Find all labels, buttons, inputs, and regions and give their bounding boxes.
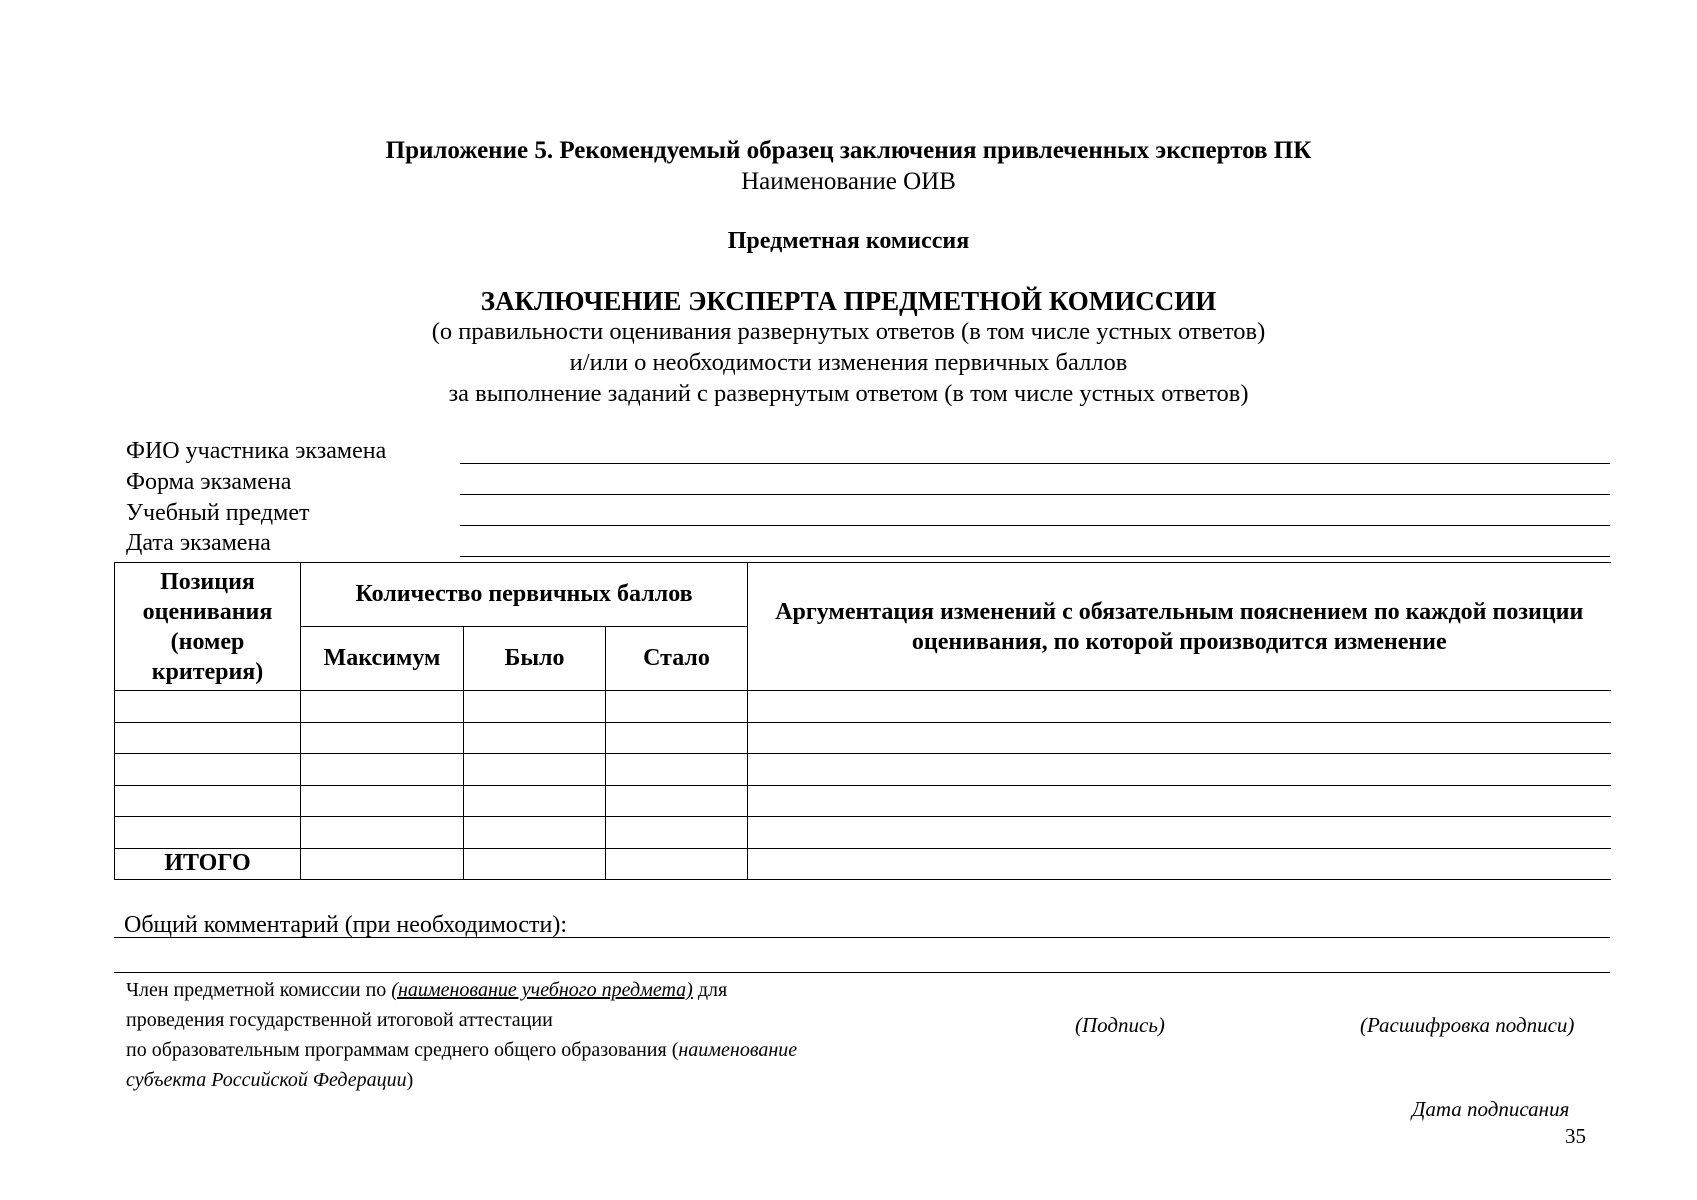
commission-title: Предметная комиссия <box>727 228 970 254</box>
field-line-subject[interactable] <box>460 525 1610 526</box>
comment-line-2[interactable] <box>114 972 1610 973</box>
cell-argument[interactable] <box>748 691 1611 723</box>
cell-was[interactable] <box>464 817 606 849</box>
table-row <box>115 691 1611 723</box>
field-label-exam-form: Форма экзамена <box>126 469 292 495</box>
field-line-exam-date[interactable] <box>460 556 1610 557</box>
sign-date-label: Дата подписания <box>1412 1097 1570 1121</box>
subtitle-line-3: за выполнение заданий с развернутым ответом (в том числе устных ответов) <box>448 380 1249 407</box>
cell-max[interactable] <box>301 691 464 723</box>
total-argument[interactable] <box>748 848 1611 880</box>
table-row <box>115 817 1611 849</box>
table-row <box>115 754 1611 786</box>
comment-line-1[interactable] <box>114 937 1610 938</box>
field-line-exam-form[interactable] <box>460 494 1610 495</box>
region-placeholder-b: субъекта Российской Федерации <box>126 1069 407 1091</box>
cell-was[interactable] <box>464 754 606 786</box>
document-title: ЗАКЛЮЧЕНИЕ ЭКСПЕРТА ПРЕДМЕТНОЙ КОМИССИИ <box>480 286 1217 316</box>
col-header-max: Максимум <box>301 627 464 691</box>
cell-argument[interactable] <box>748 722 1611 754</box>
total-max[interactable] <box>301 848 464 880</box>
table-total-row <box>115 848 1611 880</box>
cell-became[interactable] <box>606 722 748 754</box>
cell-argument[interactable] <box>748 785 1611 817</box>
subject-placeholder: (наименование учебного предмета) <box>391 979 693 1001</box>
cell-max[interactable] <box>301 817 464 849</box>
member-line-3: по образовательным программам среднего общего образования ( <box>126 1039 679 1061</box>
table-row <box>115 722 1611 754</box>
member-prefix: Член предметной комиссии по <box>126 979 392 1001</box>
cell-position[interactable] <box>115 691 301 723</box>
subtitle-line-1: (о правильности оценивания развернутых ответов (в том числе устных ответов) <box>431 318 1266 345</box>
field-label-participant-name: ФИО участника экзамена <box>126 438 387 464</box>
total-became[interactable] <box>606 848 748 880</box>
page-number: 35 <box>1565 1124 1586 1148</box>
cell-position[interactable] <box>115 817 301 849</box>
cell-max[interactable] <box>301 754 464 786</box>
cell-was[interactable] <box>464 722 606 754</box>
col-header-was: Было <box>464 627 606 691</box>
region-placeholder-a: наименование <box>678 1039 798 1061</box>
cell-became[interactable] <box>606 785 748 817</box>
cell-argument[interactable] <box>748 754 1611 786</box>
member-line-2: проведения государственной итоговой аттестации <box>126 1009 553 1031</box>
cell-position[interactable] <box>115 722 301 754</box>
total-label: ИТОГО <box>115 848 301 880</box>
cell-position[interactable] <box>115 754 301 786</box>
subtitle-line-2: и/или о необходимости изменения первичных баллов <box>569 349 1128 376</box>
member-close: ) <box>406 1069 414 1091</box>
oiv-name: Наименование ОИВ <box>741 168 956 195</box>
col-header-became: Стало <box>606 627 748 691</box>
col-header-argument: Аргументация изменений с обязательным пояснением по каждой позиции оценивания, по которой производится изменение <box>748 563 1611 691</box>
cell-became[interactable] <box>606 754 748 786</box>
table-row <box>115 785 1611 817</box>
cell-became[interactable] <box>606 691 748 723</box>
total-was[interactable] <box>464 848 606 880</box>
cell-became[interactable] <box>606 817 748 849</box>
cell-was[interactable] <box>464 691 606 723</box>
member-mid: для <box>692 979 728 1001</box>
cell-was[interactable] <box>464 785 606 817</box>
comment-label: Общий комментарий (при необходимости): <box>124 912 568 938</box>
field-label-exam-date: Дата экзамена <box>126 530 271 556</box>
field-line-participant-name[interactable] <box>460 463 1610 464</box>
field-label-subject: Учебный предмет <box>126 500 310 526</box>
assessment-table <box>114 562 1611 880</box>
cell-max[interactable] <box>301 722 464 754</box>
member-statement <box>126 975 906 1095</box>
col-header-scores-group: Количество первичных баллов <box>301 563 748 627</box>
col-header-position: Позиция оценивания (номер критерия) <box>115 563 301 691</box>
cell-argument[interactable] <box>748 817 1611 849</box>
cell-max[interactable] <box>301 785 464 817</box>
appendix-title: Приложение 5. Рекомендуемый образец заключения привлеченных экспертов ПК <box>385 137 1312 164</box>
signature-decoding-label: (Расшифровка подписи) <box>1360 1013 1575 1037</box>
cell-position[interactable] <box>115 785 301 817</box>
signature-label: (Подпись) <box>1075 1013 1165 1037</box>
